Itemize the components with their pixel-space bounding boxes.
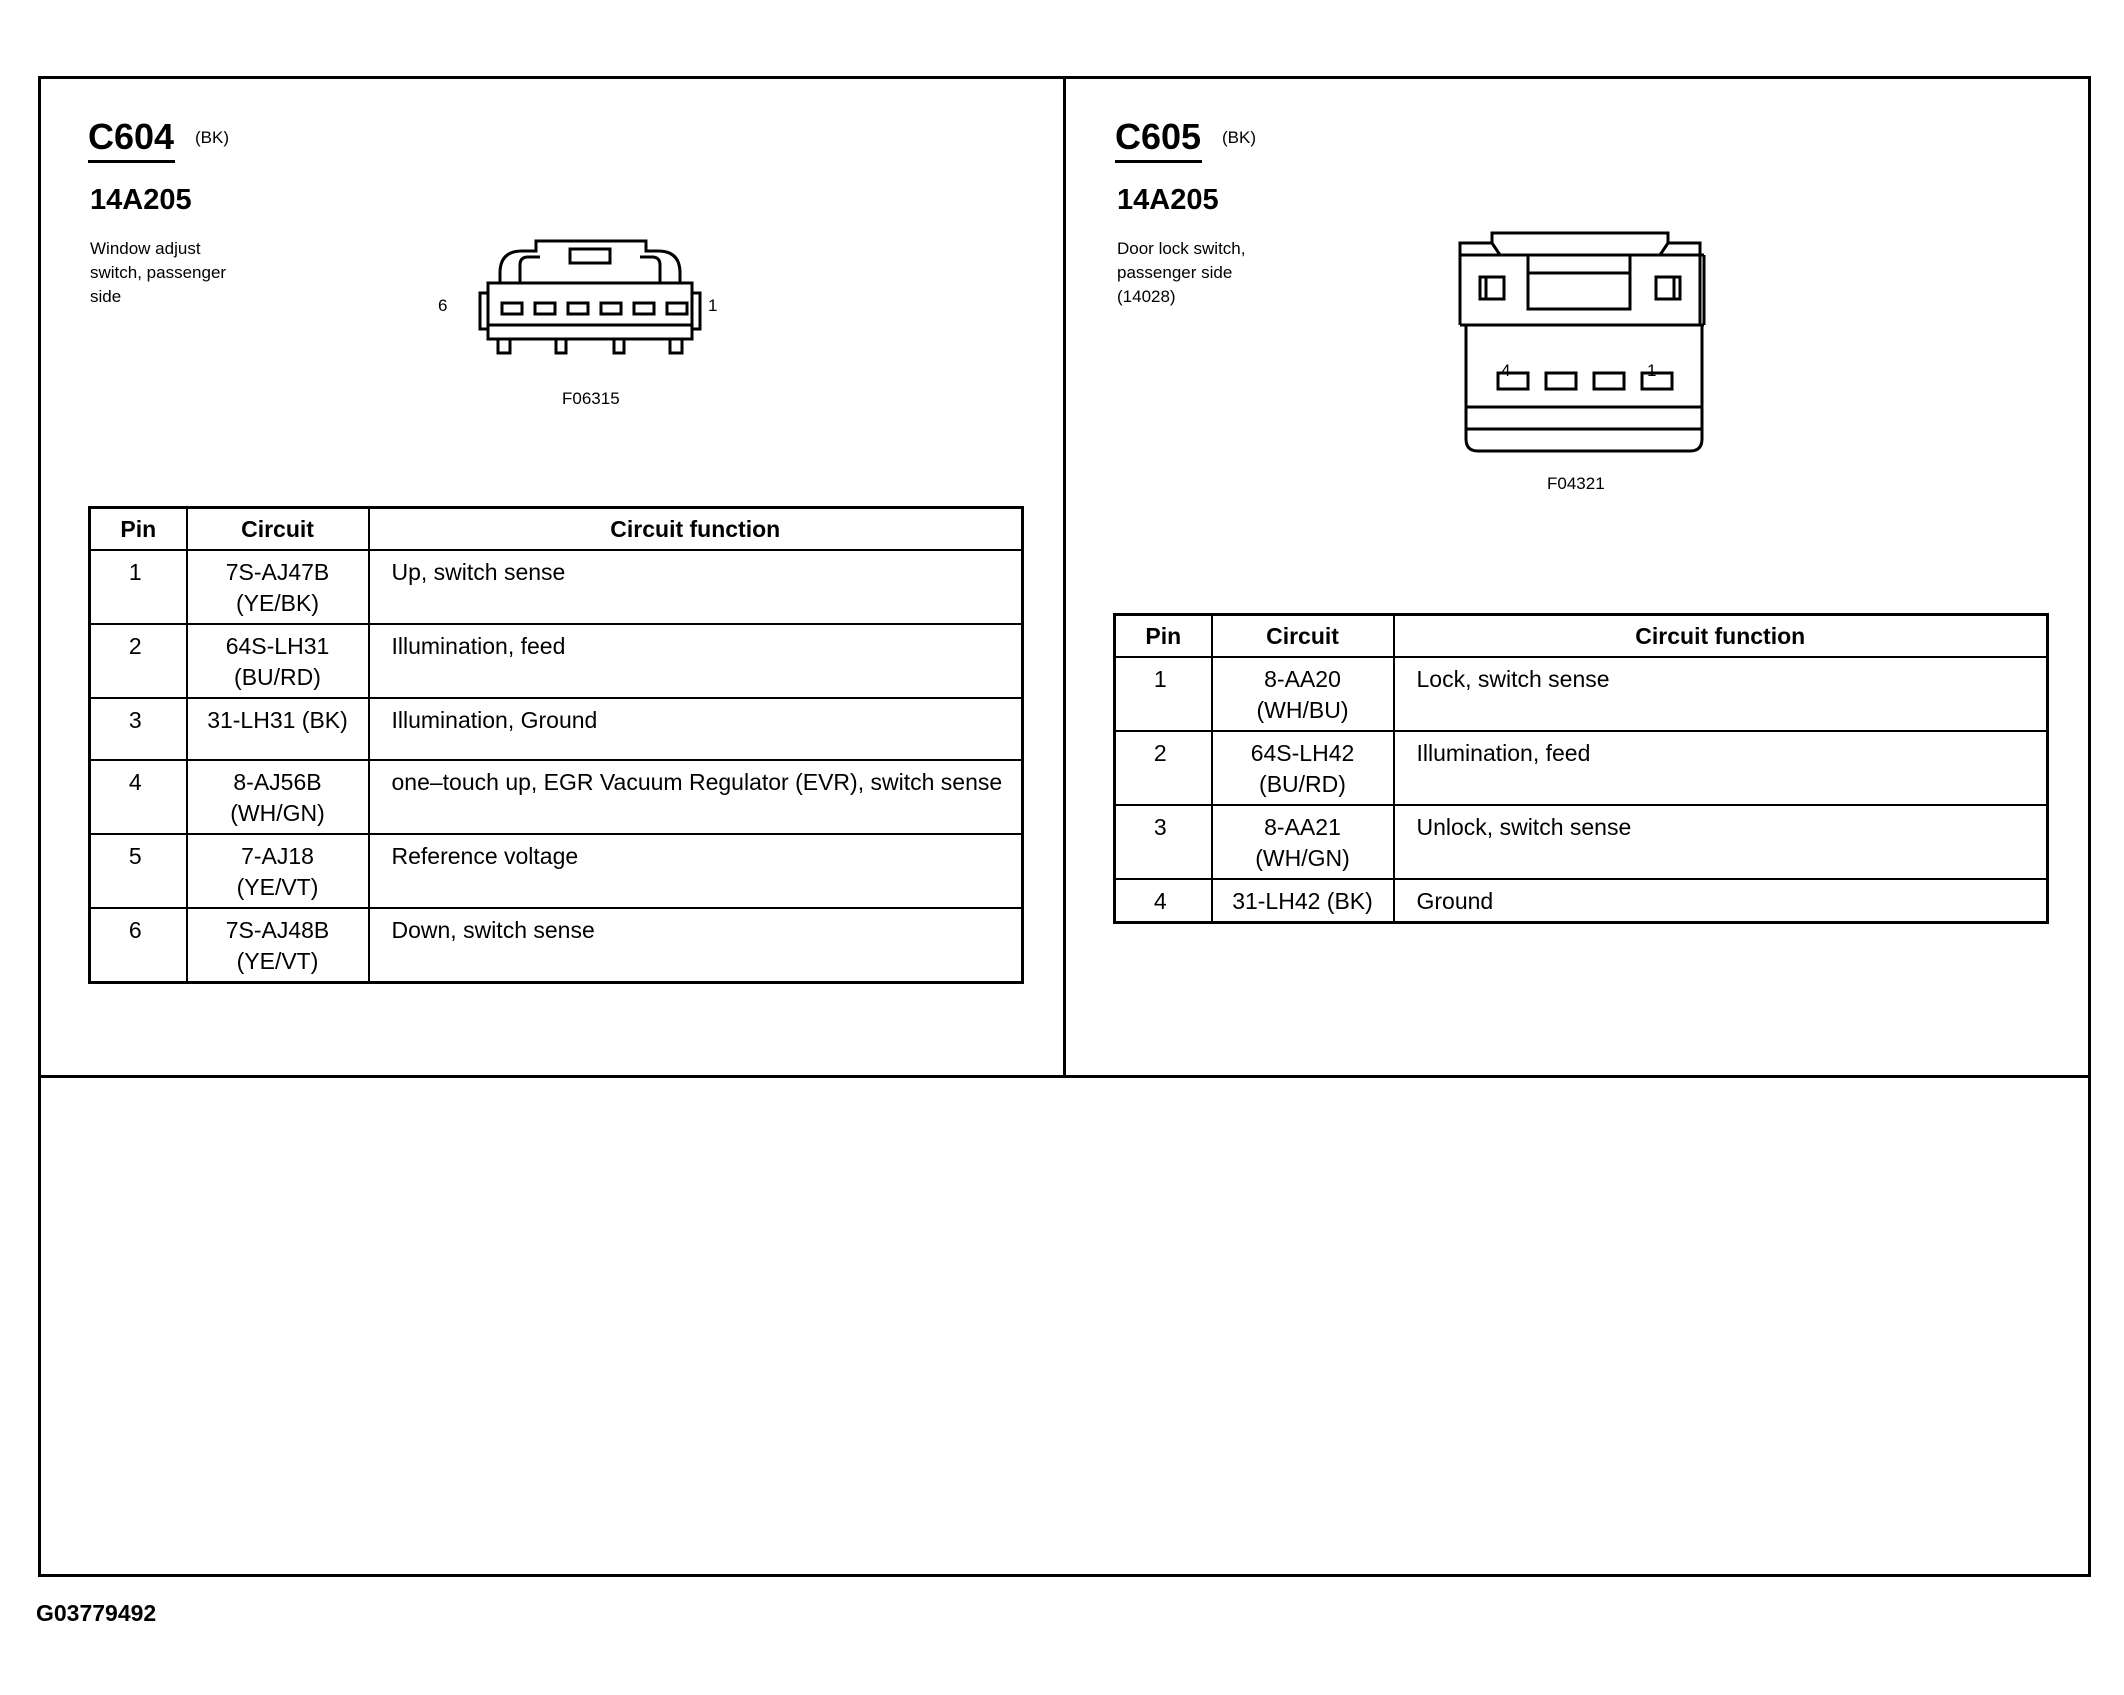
pin-cell: 4 — [1115, 879, 1212, 923]
connector-c604-face-drawing — [460, 221, 740, 361]
table-row — [90, 698, 1023, 760]
table-row — [90, 624, 1023, 698]
table-header-row — [90, 508, 1023, 551]
circuit-cell: 8-AA20 (WH/BU) — [1212, 657, 1394, 731]
header-pin: Pin — [1115, 615, 1212, 658]
circuit-cell: 7S-AJ48B (YE/VT) — [187, 908, 369, 983]
table-row — [1115, 731, 2048, 805]
function-cell: Reference voltage — [369, 834, 1023, 908]
lower-blank-frame — [38, 1075, 2091, 1577]
pin-label-left: 6 — [438, 296, 448, 315]
circuit-cell: 31-LH42 (BK) — [1212, 879, 1394, 923]
circuit-cell: 8-AA21 (WH/GN) — [1212, 805, 1394, 879]
connector-id-underline — [1115, 160, 1202, 163]
pin-cell: 2 — [90, 624, 187, 698]
pin-cell: 4 — [90, 760, 187, 834]
pin-cell: 2 — [1115, 731, 1212, 805]
circuit-cell: 7-AJ18 (YE/VT) — [187, 834, 369, 908]
table-row — [1115, 657, 2048, 731]
connector-color: (BK) — [195, 128, 229, 147]
table-row — [1115, 879, 2048, 923]
header-circuit: Circuit — [187, 508, 369, 551]
pin-table-c604 — [88, 506, 1024, 984]
pin-label-right: 1 — [1647, 361, 1657, 380]
circuit-cell: 64S-LH31 (BU/RD) — [187, 624, 369, 698]
pin-cell: 1 — [90, 550, 187, 624]
circuit-cell: 31-LH31 (BK) — [187, 698, 369, 760]
connector-panel-c605 — [1066, 76, 2091, 1076]
connector-color: (BK) — [1222, 128, 1256, 147]
pin-label-left: 4 — [1501, 361, 1511, 380]
function-cell: Up, switch sense — [369, 550, 1023, 624]
figure-id: F04321 — [1547, 474, 1605, 493]
function-cell: Lock, switch sense — [1394, 657, 2048, 731]
part-number: 14A205 — [1117, 184, 1219, 216]
function-cell: one–touch up, EGR Vacuum Regulator (EVR), switch sense — [369, 760, 1023, 834]
function-cell: Down, switch sense — [369, 908, 1023, 983]
function-cell: Ground — [1394, 879, 2048, 923]
pin-table-c605 — [1113, 613, 2049, 924]
connector-panel-c604 — [38, 76, 1063, 1076]
function-cell: Illumination, Ground — [369, 698, 1023, 760]
connector-id-underline — [88, 160, 175, 163]
header-pin: Pin — [90, 508, 187, 551]
circuit-cell: 7S-AJ47B (YE/BK) — [187, 550, 369, 624]
function-cell: Illumination, feed — [1394, 731, 2048, 805]
connector-id: C605 — [1115, 116, 1202, 157]
table-header-row — [1115, 615, 2048, 658]
table-row — [90, 760, 1023, 834]
table-row — [90, 908, 1023, 983]
connector-id: C604 — [88, 116, 175, 157]
table-row — [90, 834, 1023, 908]
figure-reference-id: G03779492 — [36, 1600, 157, 1626]
circuit-cell: 8-AJ56B (WH/GN) — [187, 760, 369, 834]
pin-cell: 3 — [90, 698, 187, 760]
figure-id: F06315 — [562, 389, 620, 408]
part-number: 14A205 — [90, 184, 192, 216]
connector-description: Window adjust switch, passenger side — [90, 239, 227, 306]
header-circuit: Circuit — [1212, 615, 1394, 658]
table-row — [90, 550, 1023, 624]
pin-label-right: 1 — [708, 296, 718, 315]
pin-cell: 6 — [90, 908, 187, 983]
circuit-cell: 64S-LH42 (BU/RD) — [1212, 731, 1394, 805]
table-row — [1115, 805, 2048, 879]
function-cell: Unlock, switch sense — [1394, 805, 2048, 879]
header-circuit-function: Circuit function — [369, 508, 1023, 551]
pin-cell: 1 — [1115, 657, 1212, 731]
pin-cell: 3 — [1115, 805, 1212, 879]
pin-cell: 5 — [90, 834, 187, 908]
connector-description: Door lock switch, passenger side (14028) — [1117, 239, 1246, 306]
header-circuit-function: Circuit function — [1394, 615, 2048, 658]
function-cell: Illumination, feed — [369, 624, 1023, 698]
